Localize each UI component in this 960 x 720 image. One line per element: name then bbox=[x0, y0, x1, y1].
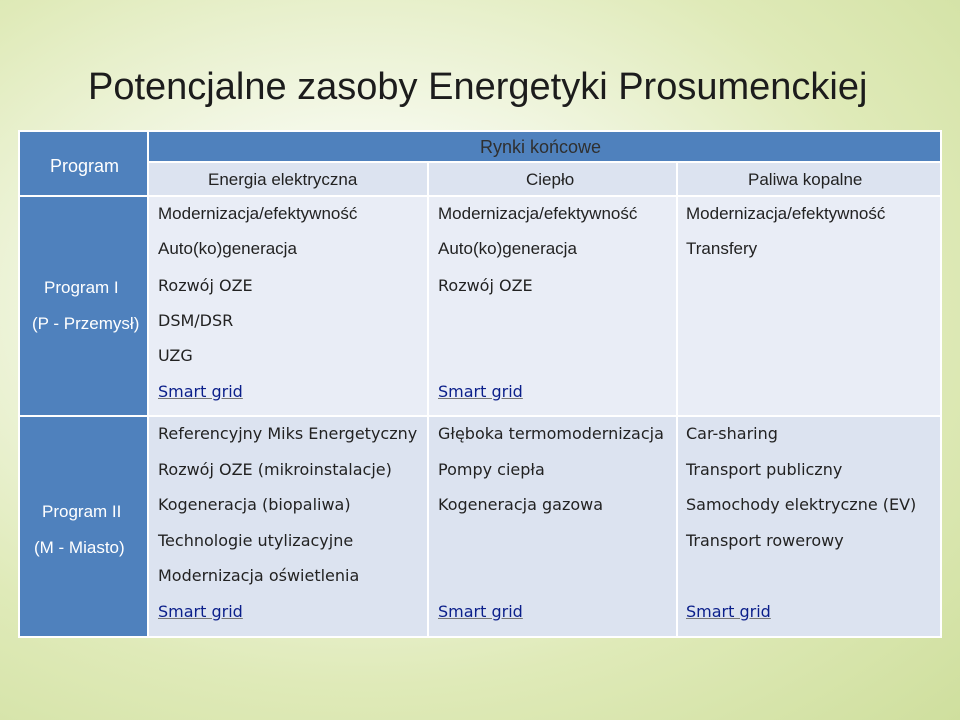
p2-c2-smart-grid-link[interactable]: Smart grid bbox=[438, 602, 523, 621]
p2-c3-smart-grid-link[interactable]: Smart grid bbox=[686, 602, 771, 621]
divider bbox=[148, 161, 940, 163]
p1-c2-smart-grid-link[interactable]: Smart grid bbox=[438, 382, 523, 401]
p2-c2-item: Pompy ciepła bbox=[438, 460, 545, 479]
p1-c2-item: Modernizacja/efektywność bbox=[438, 204, 638, 223]
p2-c2-item: Głęboka termomodernizacja bbox=[438, 424, 664, 443]
market-header: Rynki końcowe bbox=[480, 137, 602, 157]
p1-c3-item: Modernizacja/efektywność bbox=[686, 204, 886, 223]
program1-name: Program I bbox=[44, 278, 119, 297]
column-header-electricity: Energia elektryczna bbox=[208, 170, 358, 189]
program1-body bbox=[148, 196, 940, 416]
p2-c3-item: Transport rowerowy bbox=[686, 531, 844, 550]
divider bbox=[20, 415, 940, 417]
program1-label-cell bbox=[20, 196, 148, 416]
p2-c3-item: Transport publiczny bbox=[686, 460, 843, 479]
program2-name: Program II bbox=[42, 502, 122, 521]
divider bbox=[20, 195, 940, 197]
p1-c2-item: Auto(ko)generacja bbox=[438, 239, 577, 258]
divider bbox=[427, 162, 429, 636]
program2-body bbox=[148, 416, 940, 636]
p2-c3-item: Car-sharing bbox=[686, 424, 778, 443]
column-header-fuels: Paliwa kopalne bbox=[748, 170, 863, 189]
program2-label-cell bbox=[20, 416, 148, 636]
p1-c1-item: Modernizacja/efektywność bbox=[158, 204, 358, 223]
p1-c1-item: DSM/DSR bbox=[158, 311, 234, 330]
program1-code: (P - Przemysł) bbox=[32, 314, 140, 333]
program2-code: (M - Miasto) bbox=[34, 538, 125, 557]
p1-c2-item: Rozwój OZE bbox=[438, 276, 533, 295]
p2-c1-smart-grid-link[interactable]: Smart grid bbox=[158, 602, 243, 621]
p1-c1-item: Rozwój OZE bbox=[158, 276, 253, 295]
p2-c1-item: Kogeneracja (biopaliwa) bbox=[158, 495, 351, 514]
program-header: Program bbox=[50, 156, 120, 176]
p2-c1-item: Referencyjny Miks Energetyczny bbox=[158, 424, 418, 443]
resources-table bbox=[18, 130, 942, 638]
divider bbox=[147, 132, 149, 636]
program-header-cell bbox=[20, 132, 148, 196]
p1-c1-item: UZG bbox=[158, 346, 193, 365]
slide-title: Potencjalne zasoby Energetyki Prosumenckiej bbox=[88, 66, 868, 108]
p2-c1-item: Modernizacja oświetlenia bbox=[158, 566, 360, 585]
p2-c2-item: Kogeneracja gazowa bbox=[438, 495, 604, 514]
p1-c1-smart-grid-link[interactable]: Smart grid bbox=[158, 382, 243, 401]
market-header-cell bbox=[148, 132, 940, 162]
column-header-row bbox=[148, 162, 940, 196]
p2-c3-item: Samochody elektryczne (EV) bbox=[686, 495, 917, 514]
p2-c1-item: Rozwój OZE (mikroinstalacje) bbox=[158, 460, 392, 479]
p2-c1-item: Technologie utylizacyjne bbox=[158, 531, 354, 550]
p1-c1-item: Auto(ko)generacja bbox=[158, 239, 297, 258]
column-header-heat: Ciepło bbox=[526, 170, 575, 189]
divider bbox=[676, 162, 678, 636]
p1-c3-item: Transfery bbox=[686, 239, 758, 258]
